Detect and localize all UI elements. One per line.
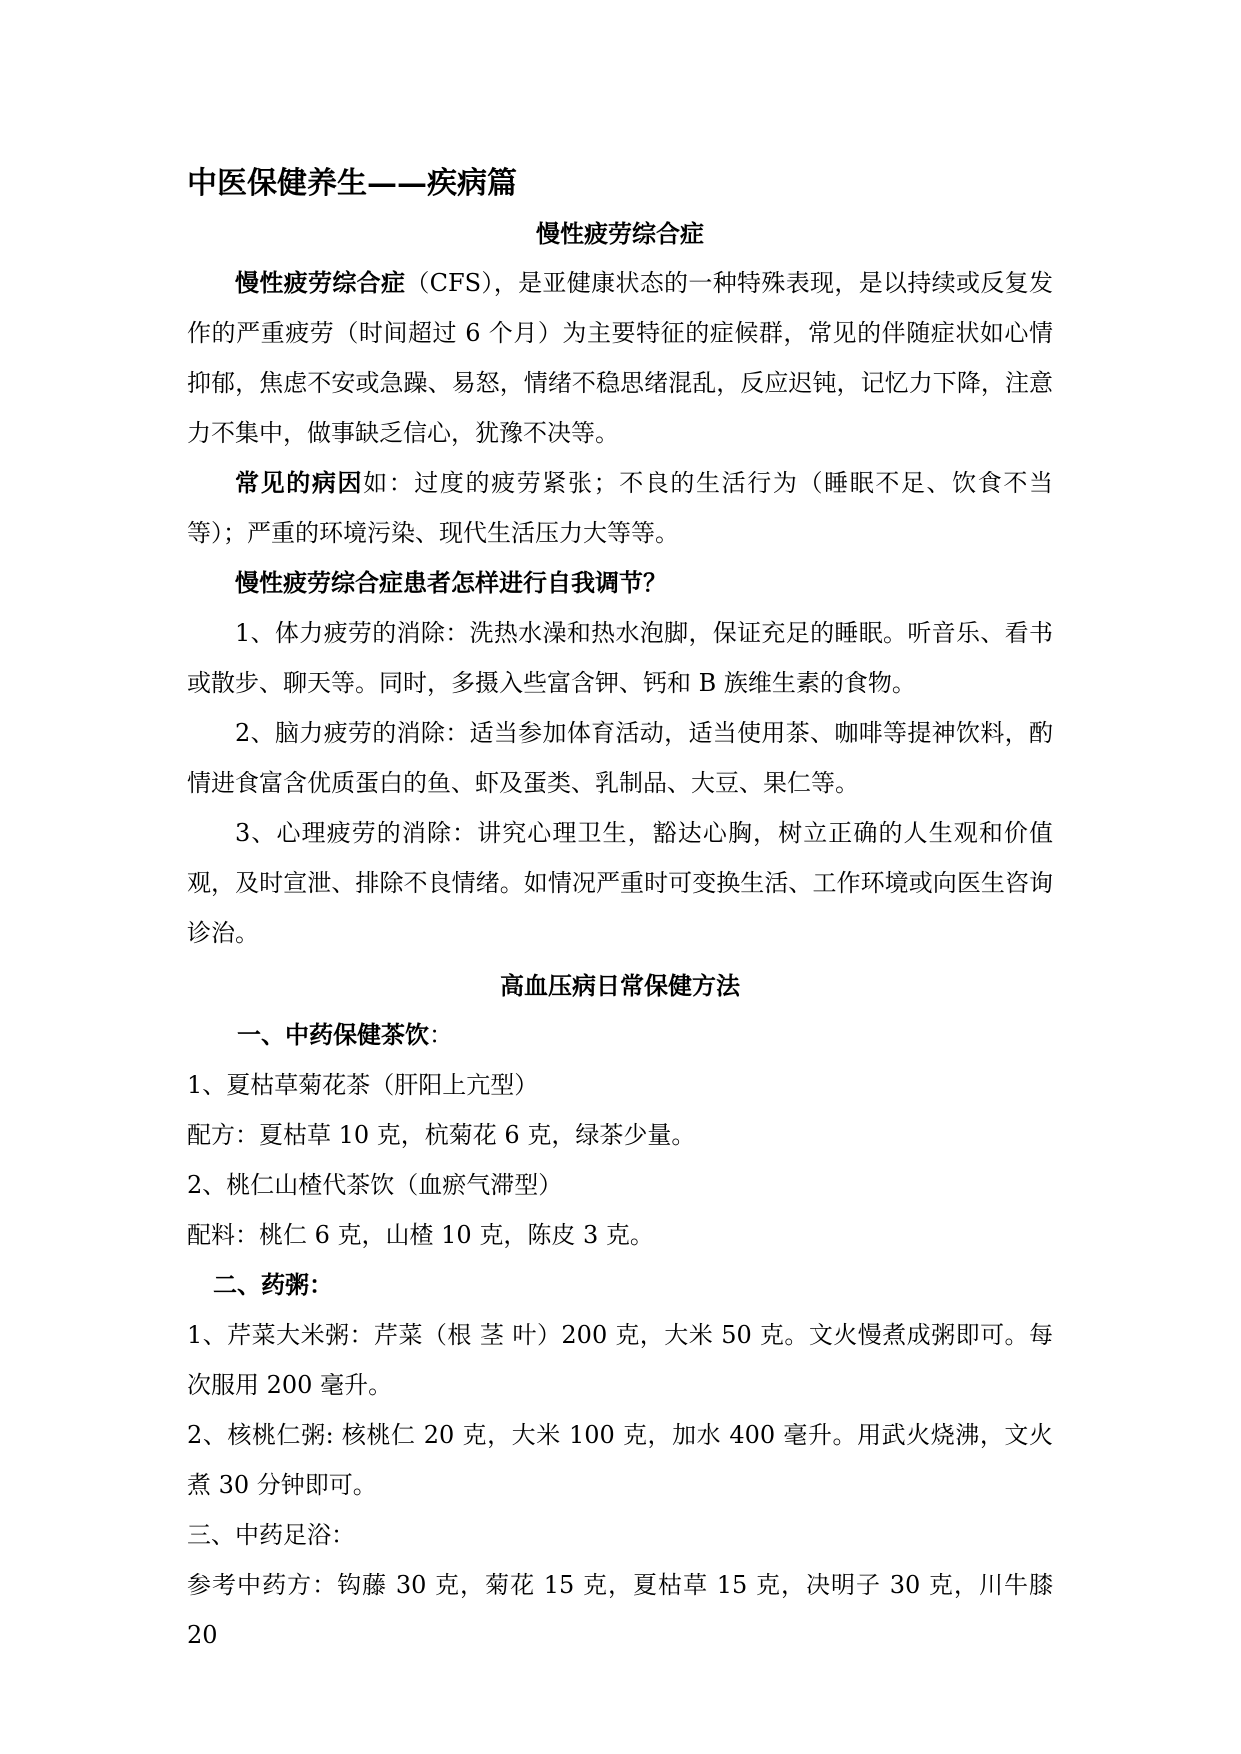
section-title-hypertension: 高血压病日常保健方法 [500,971,740,1000]
herbal-tea-heading-colon: ： [429,1021,453,1049]
common-causes-text: 如：过度的疲劳紧张；不良的生活行为（睡眠不足、饮食不当等）；严重的环境污染、现代生活压力大等等。 [187,469,1054,547]
section-title-chronic-fatigue: 慢性疲劳综合症 [536,219,704,248]
heading-medicinal-porridge: 二、药粥： [213,1270,333,1299]
list-item-psychological-fatigue: 3、心理疲劳的消除：讲究心理卫生，豁达心胸，树立正确的人生观和价值观，及时宣泄、排除不良情绪。如情况严重时可变换生活、工作环境或向医生咨询诊治。 [187,819,1053,947]
self-adjustment-question: 慢性疲劳综合症患者怎样进行自我调节？ [235,568,667,597]
paragraph-cfs-definition [187,258,1053,458]
tea-2-name: 2、桃仁山楂代茶饮（血瘀气滞型） [187,1171,563,1199]
document-title: 中医保健养生——疾病篇 [187,166,517,201]
term-common-causes: 常见的病因 [235,468,364,497]
term-cfs: 慢性疲劳综合症 [235,268,406,297]
herbal-tea-heading-text: 一、中药保健茶饮 [237,1020,429,1049]
paragraph-common-causes [187,458,1053,558]
tea-1-name: 1、夏枯草菊花茶（肝阳上亢型） [187,1071,539,1099]
foot-bath-recipe: 参考中药方：钩藤 30 克，菊花 15 克，夏枯草 15 克，决明子 30 克，川牛膝 20 [187,1571,1053,1649]
cfs-definition-text: （CFS），是亚健康状态的一种特殊表现，是以持续或反复发作的严重疲劳（时间超过 6 个月）为主要特征的症候群，常见的伴随症状如心情抑郁，焦虑不安或急躁、易怒，情绪不稳思绪混乱，反应迟钝，记忆力下降，注意力不集中，做事缺乏信心，犹豫不决等。 [187,269,1053,447]
heading-herbal-tea [187,1010,1053,1060]
porridge-2: 2、核桃仁粥: 核桃仁 20 克，大米 100 克，加水 400 毫升。用武火烧沸，文火煮 30 分钟即可。 [187,1421,1053,1499]
list-item-mental-fatigue: 2、脑力疲劳的消除：适当参加体育活动，适当使用茶、咖啡等提神饮料，酌情进食富含优质蛋白的鱼、虾及蛋类、乳制品、大豆、果仁等。 [187,719,1053,797]
tea-2-recipe: 配料：桃仁 6 克，山楂 10 克，陈皮 3 克。 [187,1221,654,1249]
heading-foot-bath: 三、中药足浴： [187,1521,355,1549]
document-content [187,158,1053,1660]
tea-1-recipe: 配方：夏枯草 10 克，杭菊花 6 克，绿茶少量。 [187,1121,696,1149]
list-item-physical-fatigue: 1、体力疲劳的消除：洗热水澡和热水泡脚，保证充足的睡眠。听音乐、看书或散步、聊天等。同时，多摄入些富含钾、钙和 B 族维生素的食物。 [187,619,1053,697]
porridge-1: 1、芹菜大米粥：芹菜（根 茎 叶）200 克，大米 50 克。文火慢煮成粥即可。每次服用 200 毫升。 [187,1321,1053,1399]
